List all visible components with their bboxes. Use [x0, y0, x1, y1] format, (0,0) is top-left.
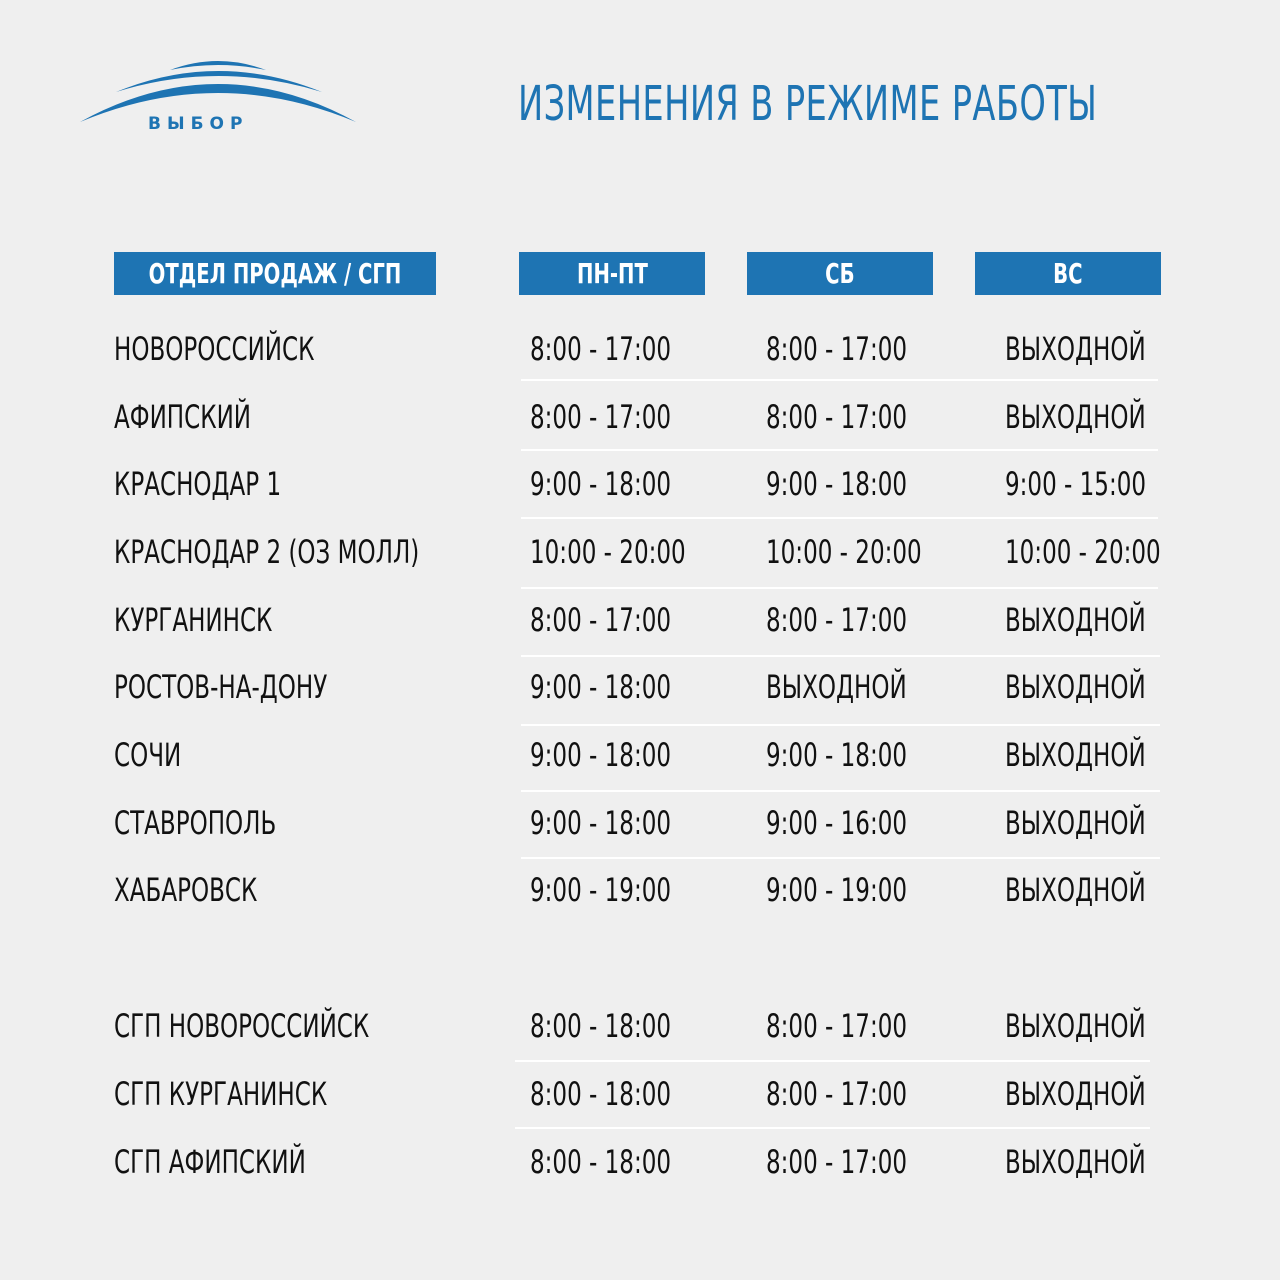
table-row [0, 601, 1280, 641]
header-sunday: ВС [975, 252, 1161, 295]
table-row [0, 465, 1280, 505]
logo [78, 56, 362, 140]
header-weekdays: ПН-ПТ [519, 252, 705, 295]
row-divider [521, 449, 1158, 451]
table-row [0, 533, 1280, 573]
cell-weekdays: 9:00 - 18:00 [530, 668, 672, 706]
cell-sunday: ВЫХОДНОЙ [1005, 1075, 1146, 1113]
cell-weekdays: 8:00 - 17:00 [530, 330, 672, 368]
cell-saturday: 8:00 - 17:00 [766, 330, 908, 368]
cell-location: КУРГАНИНСК [114, 601, 273, 639]
cell-saturday: 8:00 - 17:00 [766, 1143, 908, 1181]
row-divider [521, 517, 1158, 519]
cell-saturday: 8:00 - 17:00 [766, 601, 908, 639]
cell-location: СГП КУРГАНИНСК [114, 1075, 328, 1113]
cell-sunday: 10:00 - 20:00 [1005, 533, 1161, 571]
cell-weekdays: 9:00 - 18:00 [530, 804, 672, 842]
cell-location: СОЧИ [114, 736, 182, 774]
cell-sunday: ВЫХОДНОЙ [1005, 330, 1146, 368]
row-divider [515, 1060, 1150, 1062]
cell-weekdays: 8:00 - 18:00 [530, 1007, 672, 1045]
table-row [0, 398, 1280, 438]
cell-saturday: 10:00 - 20:00 [766, 533, 922, 571]
table-row [0, 668, 1280, 708]
cell-location: СГП НОВОРОССИЙСК [114, 1007, 370, 1045]
logo-text: ВЫБОР [148, 114, 249, 134]
row-divider [515, 1127, 1150, 1129]
cell-sunday: ВЫХОДНОЙ [1005, 398, 1146, 436]
cell-saturday: ВЫХОДНОЙ [766, 668, 907, 706]
row-divider [521, 790, 1160, 792]
cell-saturday: 8:00 - 17:00 [766, 1007, 908, 1045]
cell-saturday: 9:00 - 19:00 [766, 871, 908, 909]
cell-location: НОВОРОССИЙСК [114, 330, 315, 368]
cell-saturday: 9:00 - 18:00 [766, 465, 908, 503]
cell-sunday: ВЫХОДНОЙ [1005, 804, 1146, 842]
row-divider [521, 724, 1160, 726]
table-row [0, 804, 1280, 844]
table-row [0, 330, 1280, 370]
cell-location: ХАБАРОВСК [114, 871, 258, 909]
table-row [0, 1075, 1280, 1115]
table-row [0, 736, 1280, 776]
cell-location: СГП АФИПСКИЙ [114, 1143, 306, 1181]
row-divider [521, 587, 1158, 589]
cell-sunday: ВЫХОДНОЙ [1005, 601, 1146, 639]
row-divider [521, 857, 1160, 859]
cell-weekdays: 9:00 - 18:00 [530, 465, 672, 503]
cell-sunday: ВЫХОДНОЙ [1005, 1007, 1146, 1045]
cell-sunday: ВЫХОДНОЙ [1005, 871, 1146, 909]
cell-weekdays: 8:00 - 18:00 [530, 1075, 672, 1113]
table-row [0, 1007, 1280, 1047]
cell-weekdays: 9:00 - 19:00 [530, 871, 672, 909]
cell-location: АФИПСКИЙ [114, 398, 252, 436]
cell-location: КРАСНОДАР 2 (ОЗ МОЛЛ) [114, 533, 420, 571]
cell-location: СТАВРОПОЛЬ [114, 804, 277, 842]
cell-location: РОСТОВ-НА-ДОНУ [114, 668, 328, 706]
cell-weekdays: 8:00 - 17:00 [530, 398, 672, 436]
cell-sunday: ВЫХОДНОЙ [1005, 668, 1146, 706]
cell-sunday: 9:00 - 15:00 [1005, 465, 1147, 503]
cell-weekdays: 10:00 - 20:00 [530, 533, 686, 571]
row-divider [521, 379, 1158, 381]
cell-saturday: 8:00 - 17:00 [766, 398, 908, 436]
cell-location: КРАСНОДАР 1 [114, 465, 282, 503]
table-row [0, 871, 1280, 911]
table-row [0, 1143, 1280, 1183]
cell-weekdays: 8:00 - 18:00 [530, 1143, 672, 1181]
cell-weekdays: 9:00 - 18:00 [530, 736, 672, 774]
page-title: ИЗМЕНЕНИЯ В РЕЖИМЕ РАБОТЫ [518, 76, 1098, 132]
header-saturday: СБ [747, 252, 933, 295]
cell-sunday: ВЫХОДНОЙ [1005, 1143, 1146, 1181]
cell-sunday: ВЫХОДНОЙ [1005, 736, 1146, 774]
header-department: ОТДЕЛ ПРОДАЖ / СГП [114, 252, 436, 295]
row-divider [521, 655, 1160, 657]
cell-saturday: 9:00 - 18:00 [766, 736, 908, 774]
cell-weekdays: 8:00 - 17:00 [530, 601, 672, 639]
cell-saturday: 8:00 - 17:00 [766, 1075, 908, 1113]
cell-saturday: 9:00 - 16:00 [766, 804, 908, 842]
